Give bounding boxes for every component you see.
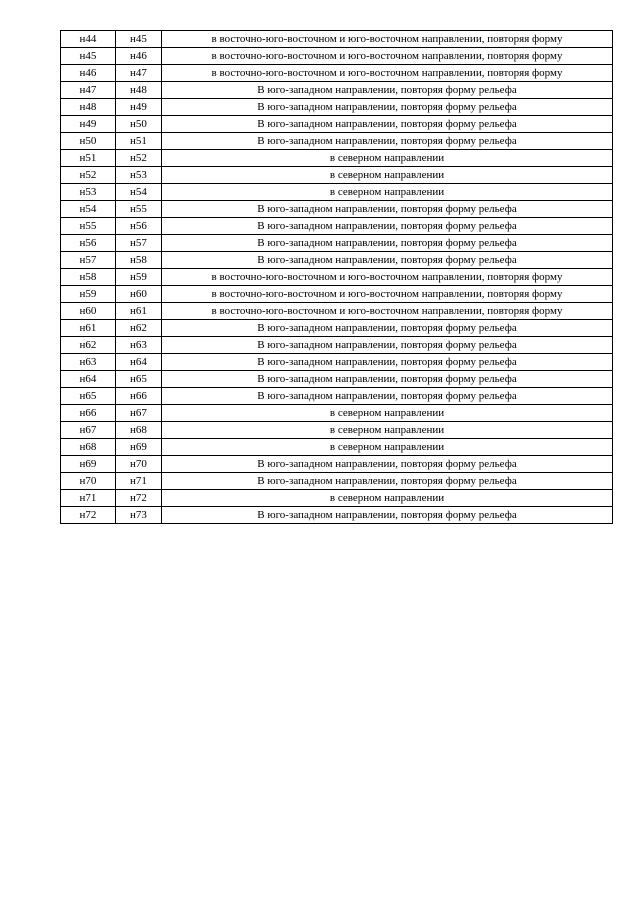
- from-point-cell: н46: [61, 65, 116, 82]
- to-point-cell: н56: [116, 218, 162, 235]
- table-row: [61, 303, 613, 320]
- direction-description-cell: в восточно-юго-восточном и юго-восточном направлении, повторяя форму: [162, 65, 613, 82]
- from-point-cell: н72: [61, 507, 116, 524]
- to-point-cell: н59: [116, 269, 162, 286]
- to-point-cell: н70: [116, 456, 162, 473]
- direction-description-cell: В юго-западном направлении, повторяя форму рельефа: [162, 507, 613, 524]
- table-row: [61, 218, 613, 235]
- table-row: [61, 31, 613, 48]
- direction-description-cell: в северном направлении: [162, 405, 613, 422]
- direction-description-cell: В юго-западном направлении, повторяя форму рельефа: [162, 218, 613, 235]
- table-row: [61, 473, 613, 490]
- direction-description-cell: в северном направлении: [162, 439, 613, 456]
- direction-description-cell: в восточно-юго-восточном и юго-восточном направлении, повторяя форму: [162, 286, 613, 303]
- from-point-cell: н63: [61, 354, 116, 371]
- to-point-cell: н60: [116, 286, 162, 303]
- direction-description-cell: в северном направлении: [162, 150, 613, 167]
- table-row: [61, 167, 613, 184]
- to-point-cell: н61: [116, 303, 162, 320]
- from-point-cell: н69: [61, 456, 116, 473]
- to-point-cell: н67: [116, 405, 162, 422]
- table-row: [61, 507, 613, 524]
- table-row: [61, 388, 613, 405]
- from-point-cell: н51: [61, 150, 116, 167]
- to-point-cell: н68: [116, 422, 162, 439]
- to-point-cell: н46: [116, 48, 162, 65]
- table-row: [61, 286, 613, 303]
- from-point-cell: н70: [61, 473, 116, 490]
- direction-description-cell: в восточно-юго-восточном и юго-восточном направлении, повторяя форму: [162, 48, 613, 65]
- direction-description-cell: в восточно-юго-восточном и юго-восточном направлении, повторяя форму: [162, 303, 613, 320]
- table-row: [61, 99, 613, 116]
- from-point-cell: н54: [61, 201, 116, 218]
- direction-description-cell: В юго-западном направлении, повторяя форму рельефа: [162, 116, 613, 133]
- from-point-cell: н55: [61, 218, 116, 235]
- from-point-cell: н58: [61, 269, 116, 286]
- from-point-cell: н60: [61, 303, 116, 320]
- from-point-cell: н45: [61, 48, 116, 65]
- direction-description-cell: в северном направлении: [162, 490, 613, 507]
- from-point-cell: н53: [61, 184, 116, 201]
- table-row: [61, 48, 613, 65]
- to-point-cell: н71: [116, 473, 162, 490]
- to-point-cell: н53: [116, 167, 162, 184]
- to-point-cell: н69: [116, 439, 162, 456]
- direction-description-cell: В юго-западном направлении, повторяя форму рельефа: [162, 337, 613, 354]
- from-point-cell: н59: [61, 286, 116, 303]
- direction-description-cell: В юго-западном направлении, повторяя форму рельефа: [162, 99, 613, 116]
- direction-description-cell: В юго-западном направлении, повторяя форму рельефа: [162, 252, 613, 269]
- direction-description-cell: В юго-западном направлении, повторяя форму рельефа: [162, 388, 613, 405]
- from-point-cell: н50: [61, 133, 116, 150]
- direction-description-cell: в северном направлении: [162, 422, 613, 439]
- from-point-cell: н65: [61, 388, 116, 405]
- to-point-cell: н45: [116, 31, 162, 48]
- from-point-cell: н52: [61, 167, 116, 184]
- table-row: [61, 371, 613, 388]
- direction-description-cell: в северном направлении: [162, 184, 613, 201]
- to-point-cell: н47: [116, 65, 162, 82]
- to-point-cell: н73: [116, 507, 162, 524]
- from-point-cell: н44: [61, 31, 116, 48]
- table-row: [61, 65, 613, 82]
- to-point-cell: н62: [116, 320, 162, 337]
- table-row: [61, 439, 613, 456]
- from-point-cell: н68: [61, 439, 116, 456]
- direction-description-cell: В юго-западном направлении, повторяя форму рельефа: [162, 82, 613, 99]
- table-row: [61, 201, 613, 218]
- direction-description-cell: В юго-западном направлении, повторяя форму рельефа: [162, 473, 613, 490]
- to-point-cell: н51: [116, 133, 162, 150]
- table-row: [61, 133, 613, 150]
- boundary-description-table: [60, 30, 613, 524]
- from-point-cell: н47: [61, 82, 116, 99]
- to-point-cell: н50: [116, 116, 162, 133]
- table-row: [61, 422, 613, 439]
- table-row: [61, 184, 613, 201]
- from-point-cell: н67: [61, 422, 116, 439]
- to-point-cell: н64: [116, 354, 162, 371]
- to-point-cell: н57: [116, 235, 162, 252]
- table-row: [61, 150, 613, 167]
- to-point-cell: н58: [116, 252, 162, 269]
- table-row: [61, 269, 613, 286]
- to-point-cell: н52: [116, 150, 162, 167]
- direction-description-cell: В юго-западном направлении, повторяя форму рельефа: [162, 320, 613, 337]
- direction-description-cell: В юго-западном направлении, повторяя форму рельефа: [162, 201, 613, 218]
- from-point-cell: н48: [61, 99, 116, 116]
- to-point-cell: н72: [116, 490, 162, 507]
- table-row: [61, 116, 613, 133]
- table-row: [61, 252, 613, 269]
- table-row: [61, 490, 613, 507]
- direction-description-cell: В юго-западном направлении, повторяя форму рельефа: [162, 456, 613, 473]
- from-point-cell: н57: [61, 252, 116, 269]
- direction-description-cell: в северном направлении: [162, 167, 613, 184]
- table-row: [61, 320, 613, 337]
- from-point-cell: н71: [61, 490, 116, 507]
- from-point-cell: н66: [61, 405, 116, 422]
- from-point-cell: н64: [61, 371, 116, 388]
- to-point-cell: н54: [116, 184, 162, 201]
- to-point-cell: н63: [116, 337, 162, 354]
- from-point-cell: н49: [61, 116, 116, 133]
- direction-description-cell: В юго-западном направлении, повторяя форму рельефа: [162, 371, 613, 388]
- table-row: [61, 405, 613, 422]
- to-point-cell: н65: [116, 371, 162, 388]
- table-row: [61, 456, 613, 473]
- table-body: [61, 31, 613, 524]
- to-point-cell: н55: [116, 201, 162, 218]
- direction-description-cell: В юго-западном направлении, повторяя форму рельефа: [162, 235, 613, 252]
- table-row: [61, 82, 613, 99]
- to-point-cell: н49: [116, 99, 162, 116]
- from-point-cell: н62: [61, 337, 116, 354]
- direction-description-cell: В юго-западном направлении, повторяя форму рельефа: [162, 354, 613, 371]
- table-row: [61, 337, 613, 354]
- to-point-cell: н66: [116, 388, 162, 405]
- to-point-cell: н48: [116, 82, 162, 99]
- direction-description-cell: в восточно-юго-восточном и юго-восточном направлении, повторяя форму: [162, 31, 613, 48]
- direction-description-cell: В юго-западном направлении, повторяя форму рельефа: [162, 133, 613, 150]
- table-row: [61, 354, 613, 371]
- from-point-cell: н61: [61, 320, 116, 337]
- direction-description-cell: в восточно-юго-восточном и юго-восточном направлении, повторяя форму: [162, 269, 613, 286]
- from-point-cell: н56: [61, 235, 116, 252]
- table-row: [61, 235, 613, 252]
